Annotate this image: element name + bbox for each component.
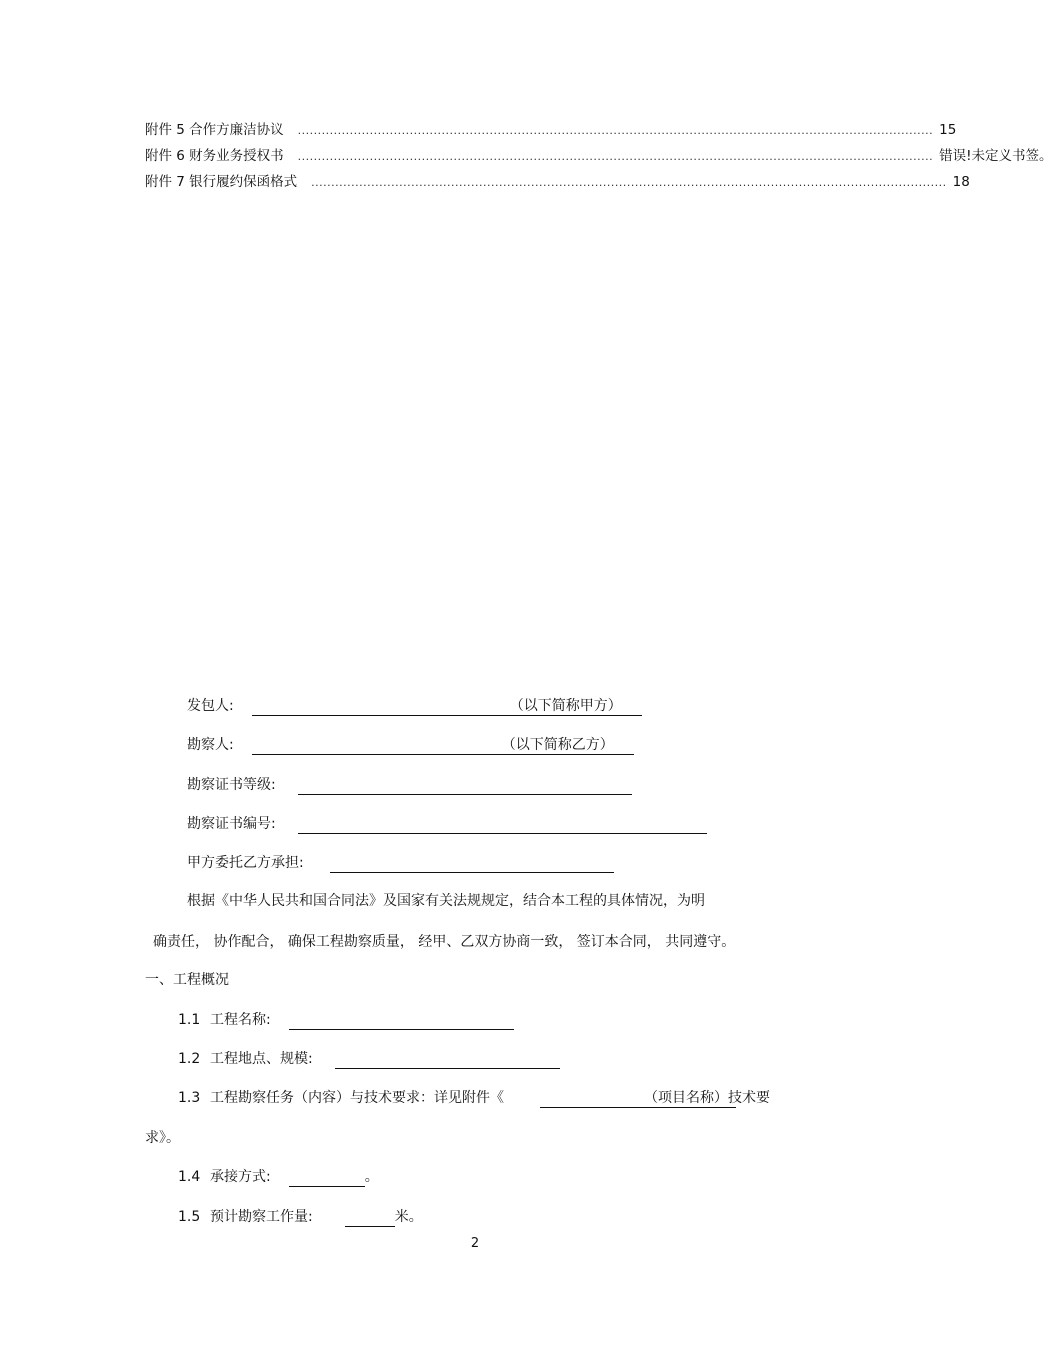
- item-number: 1.5: [178, 1209, 201, 1225]
- page-number: 2: [470, 1236, 480, 1251]
- item-label: 工程地点、规模:: [210, 1051, 313, 1067]
- toc-leader-dots: ...............................................................................................................................................................: [297, 150, 934, 163]
- item-row: [178, 1207, 423, 1227]
- table-of-contents: [145, 120, 1053, 198]
- item-number: 1.4: [178, 1169, 201, 1185]
- item-label: 工程名称:: [210, 1012, 271, 1028]
- item-number: 1.3: [178, 1090, 201, 1106]
- employer-note: （以下简称甲方）: [509, 698, 622, 714]
- employer-label: 发包人:: [187, 698, 234, 714]
- surveyor-label: 勘察人:: [187, 737, 234, 753]
- cert-no-row: [187, 814, 707, 834]
- item-number: 1.2: [178, 1051, 201, 1067]
- item-continuation: 求》。: [145, 1130, 180, 1146]
- cert-grade-row: [187, 775, 632, 795]
- section-heading: 一、工程概况: [145, 972, 229, 988]
- toc-leader-dots: ...............................................................................................................................................................: [297, 124, 934, 137]
- contract-method-blank[interactable]: [289, 1168, 365, 1187]
- toc-entry-label: 附件 7 银行履约保函格式: [145, 174, 298, 190]
- item-row: [178, 1010, 514, 1030]
- toc-entry[interactable]: [145, 172, 970, 198]
- cert-no-label: 勘察证书编号:: [187, 816, 276, 832]
- project-location-blank[interactable]: [335, 1050, 560, 1069]
- surveyor-blank[interactable]: [252, 736, 634, 755]
- toc-entry[interactable]: [145, 146, 1053, 172]
- cert-grade-label: 勘察证书等级:: [187, 777, 276, 793]
- workload-blank[interactable]: [345, 1208, 395, 1227]
- item-suffix: 。: [364, 1169, 379, 1185]
- cert-grade-blank[interactable]: [298, 776, 632, 795]
- employer-blank[interactable]: [252, 697, 642, 716]
- item-number: 1.1: [178, 1012, 201, 1028]
- item-suffix: 米。: [394, 1209, 423, 1225]
- entrust-row: [187, 853, 614, 873]
- toc-entry[interactable]: [145, 120, 957, 146]
- item-note: （项目名称）技术要: [644, 1090, 770, 1106]
- cert-no-blank[interactable]: [298, 815, 707, 834]
- item-row: [178, 1167, 379, 1187]
- entrust-blank[interactable]: [330, 854, 614, 873]
- toc-entry-page: 15: [939, 122, 957, 138]
- intro-line-2: 确责任， 协作配合， 确保工程勘察质量， 经甲、乙双方协商一致， 签订本合同， 共同遵守。: [153, 934, 736, 950]
- employer-row: [187, 696, 642, 716]
- toc-entry-label: 附件 6 财务业务授权书: [145, 148, 284, 164]
- entrust-label: 甲方委托乙方承担:: [187, 855, 304, 871]
- item-row: [178, 1049, 560, 1069]
- surveyor-note: （以下简称乙方）: [501, 737, 614, 753]
- toc-entry-page: 错误!未定义书签。: [939, 148, 1053, 164]
- item-label: 承接方式:: [210, 1169, 271, 1185]
- item-label: 工程勘察任务（内容）与技术要求：详见附件《: [210, 1090, 504, 1106]
- toc-entry-page: 18: [952, 174, 970, 190]
- intro-line-1: 根据《中华人民共和国合同法》及国家有关法规规定，结合本工程的具体情况，为明: [187, 893, 705, 909]
- item-row: [178, 1088, 770, 1108]
- toc-leader-dots: ...............................................................................................................................................................: [311, 176, 947, 189]
- surveyor-row: [187, 735, 634, 755]
- toc-entry-label: 附件 5 合作方廉洁协议: [145, 122, 284, 138]
- task-attachment-blank[interactable]: [540, 1089, 770, 1108]
- item-label: 预计勘察工作量:: [210, 1209, 313, 1225]
- project-name-blank[interactable]: [289, 1011, 514, 1030]
